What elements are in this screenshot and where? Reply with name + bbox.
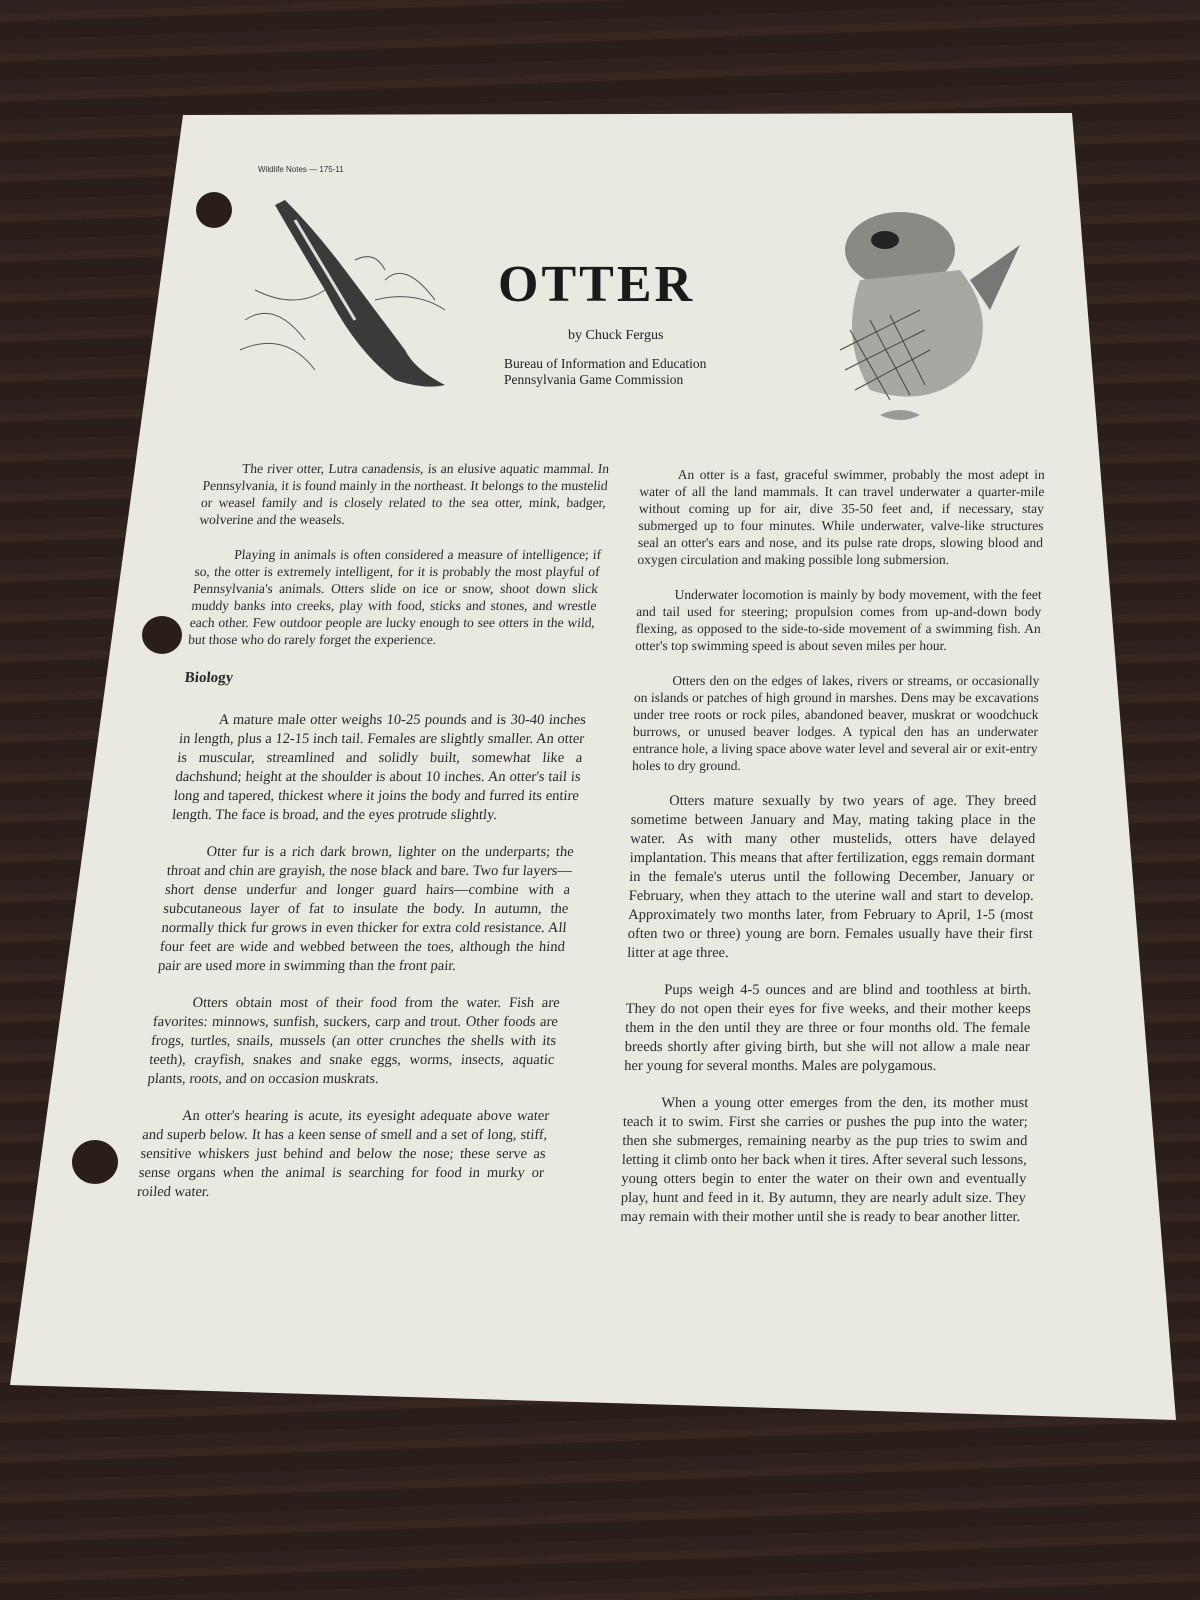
punch-hole — [142, 616, 182, 654]
paragraph: An otter's hearing is acute, its eyesight adequate above water and superb below. It has a keen sense of smell and a set of long, stiff, sensitive whiskers just behind and below the nose; these serve as sense organs when the animal is searching for food in murky or roiled water. — [136, 1108, 550, 1200]
publisher — [504, 356, 706, 388]
otter-diving-illustration — [235, 200, 450, 415]
author-byline: by Chuck Fergus — [568, 328, 664, 343]
paragraph: Otters den on the edges of lakes, rivers or streams, or occasionally on islands or patches of high ground in marshes. Dens may be excavations under tree roots or rock piles, abandoned beaver, muskrat or woodchuck burrows, or unused beaver lodges. A typical den has an underwater entrance hole, a living space above water level and several air or exit-entry holes to dry ground. — [631, 673, 1040, 773]
punch-hole — [72, 1140, 118, 1184]
punch-hole — [196, 192, 232, 228]
paragraph: A mature male otter weighs 10-25 pounds and is 30-40 inches in length, plus a 12-15 inch tail. Females are slightly smaller. An otter is muscular, streamlined and solidly built, somewhat like a dachshund; height at the shoulder is about 10 inches. An otter's tail is long and tapered, thickest where it joins the body and furred its entire length. The face is broad, and the eyes protrude slightly. — [171, 712, 587, 823]
publisher-line-1: Bureau of Information and Education — [504, 356, 707, 371]
publisher-line-2: Pennsylvania Game Commission — [504, 372, 684, 387]
series-reference: Wildlife Notes — 175-11 — [258, 165, 344, 174]
section-heading-biology: Biology — [184, 670, 234, 686]
paragraph: Otters mature sexually by two years of age. They breed sometime between January and May, mating taking place in the water. As with many other mustelids, otters have delayed implantation. This means that after fertilization, eggs remain dormant in the female's uterus until the following December, January or February, when they attach to the uterine wall and start to develop. Approximately two months later, from February to April, 1-5 (most often two or three) young are born. Females usually have their first litter at age three. — [627, 793, 1037, 961]
paragraph: Playing in animals is often considered a measure of intelligence; if so, the otter is extremely intelligent, for it is probably the most playful of Pennsylvania's animals. Otters slide on ice or snow, shoot down slick muddy banks into creeks, play with food, sticks and stones, and wrestle each other. Few outdoor people are lucky enough to see otters in the wild, but those who do rarely forget the experience. — [187, 547, 602, 647]
paragraph: When a young otter emerges from the den, its mother must teach it to swim. First she carries or pushes the pup into the water; then she submerges, remaining nearby as the pup tries to swim and letting it climb onto her back when it tires. After several such lessons, young otters begin to enter the water on their own and eventually play, hunt and feed in it. By autumn, they are nearly adult size. They may remain with their mother until she is ready to bear another litter. — [620, 1095, 1029, 1225]
left-column — [134, 460, 610, 1220]
otter-with-fish-illustration — [810, 200, 1025, 430]
right-column — [620, 466, 1045, 1245]
document-title: OTTER — [498, 256, 696, 313]
paragraph: Pups weigh 4-5 ounces and are blind and toothless at birth. They do not open their eyes for five weeks, and their mother keeps them in the den until they are three or four months old. The female breeds shortly after giving birth, but she will not allow a male near her young for several months. Males are polygamous. — [624, 982, 1032, 1074]
paragraph: Underwater locomotion is mainly by body movement, with the feet and tail used for steering; propulsion comes from up-and-down body flexing, as opposed to the side-to-side movement of a swimming fish. An otter's top swimming speed is about seven miles per hour. — [635, 587, 1042, 653]
paragraph: Otters obtain most of their food from the water. Fish are favorites: minnows, sunfish, suckers, carp and trout. Other foods are frogs, turtles, snails, mussels (an otter crunches the shells with its teeth), crayfish, snakes and snake eggs, worms, insects, aquatic plants, roots, and on occasion muskrats. — [146, 995, 561, 1087]
paragraph: An otter is a fast, graceful swimmer, probably the most adept in water of all the land mammals. It can travel underwater a quarter-mile without coming up for air, dive 35-50 feet and, if necessary, stay submerged up to four minutes. While underwater, valve-like structures seal an otter's ears and nose, and its pulse rate drops, slowing blood and oxygen circulation and making possible long submersion. — [637, 467, 1045, 567]
paragraph: Otter fur is a rich dark brown, lighter on the underparts; the throat and chin are grayish, the nose black and bare. Two fur layers—short dense underfur and longer guard hairs—combine with a subcutaneous layer of fat to insulate the body. In autumn, the normally thick fur grows in even thicker for extra cold resistance. All four feet are wide and webbed between the toes, although the hind pair are used more in swimming than the front pair. — [157, 844, 575, 974]
paragraph: The river otter, Lutra canadensis, is an elusive aquatic mammal. In Pennsylvania, it is found mainly in the northeast. It belongs to the mustelid or weasel family and is closely related to the sea otter, mink, badger, wolverine and the weasels. — [198, 461, 610, 527]
